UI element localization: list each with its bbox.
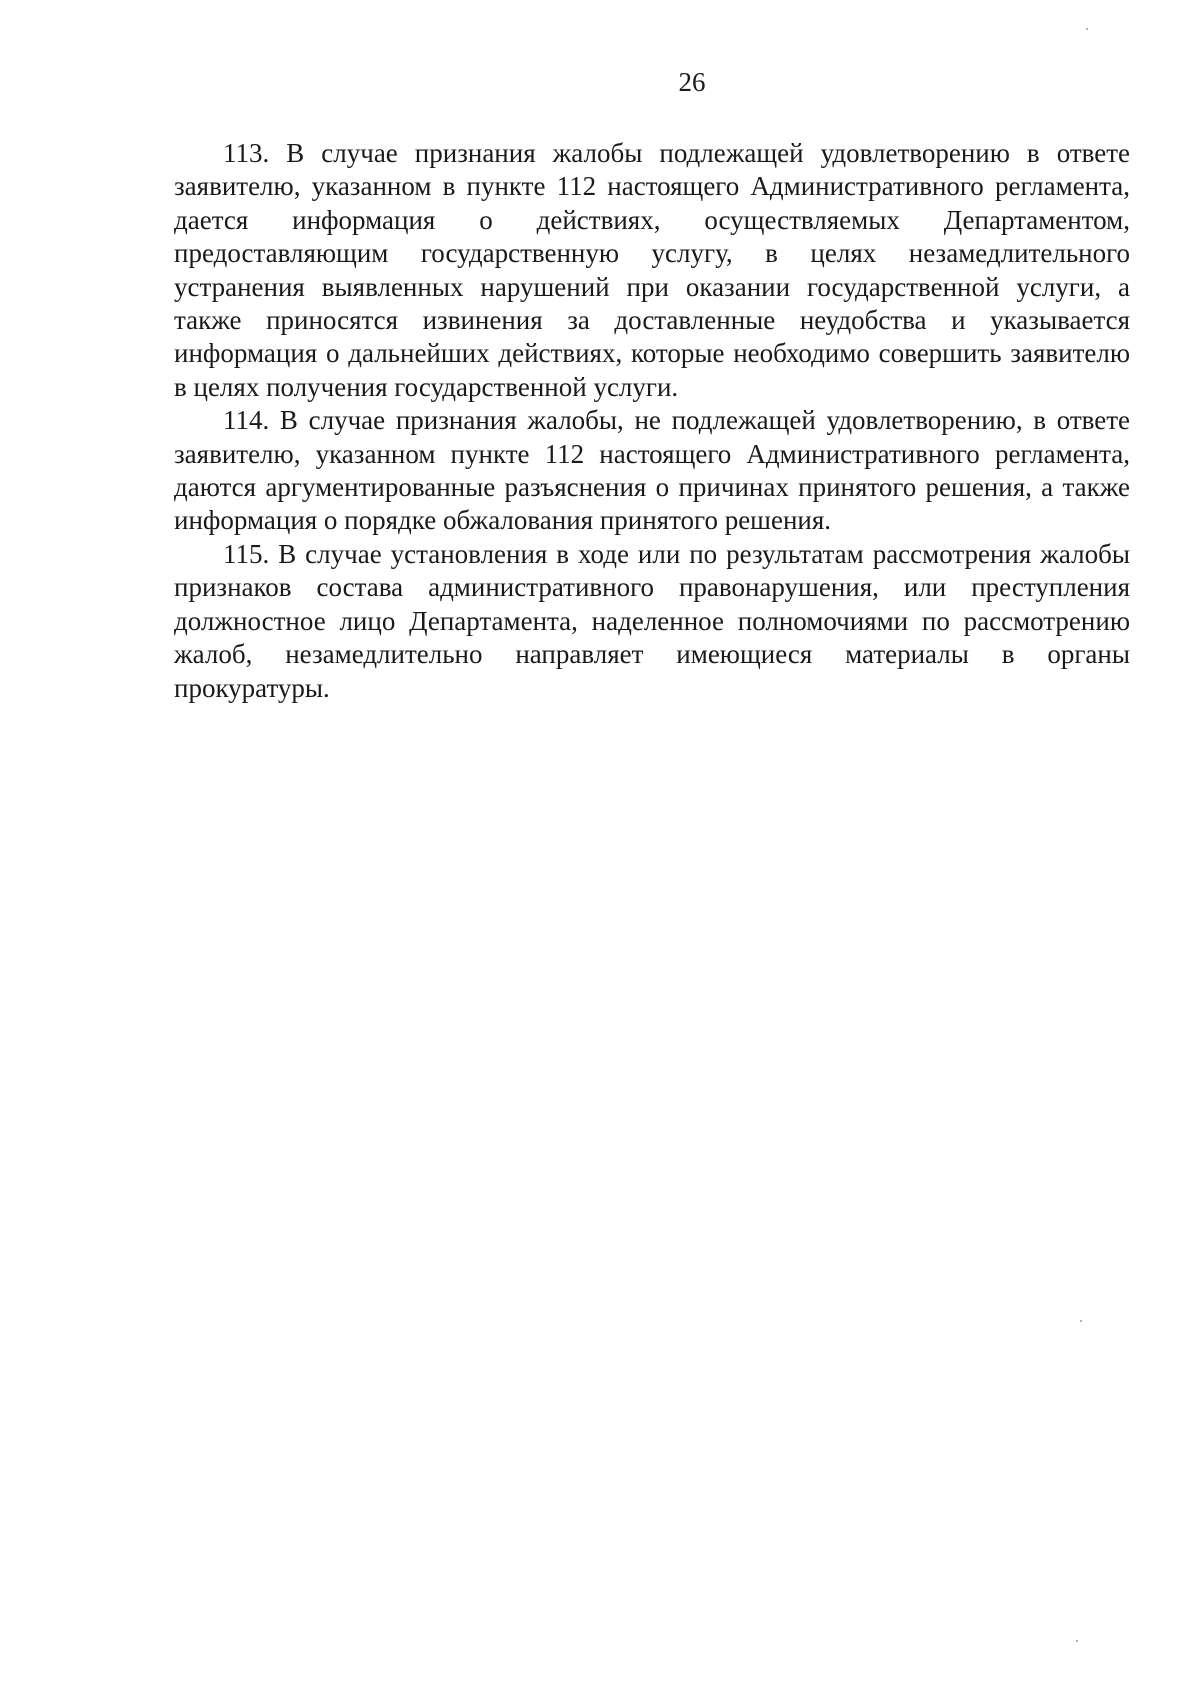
document-body [174,137,1130,705]
scan-speck [1076,1640,1078,1642]
paragraph-113: 113. В случае признания жалобы подлежащей удовлетворению в ответе заявителю, указанном в пункте 112 настоящего Административного регламента, дается информация о действиях, осуществляемых Департаментом, предоставляющим государственную услугу, в целях незамедлительного устранения выявленных нарушений при оказании государственной услуги, а также приносятся извинения за доставленные неудобства и указывается информация о дальнейших действиях, которые необходимо совершить заявителю в целях получения государственной услуги. [174,138,1130,402]
paragraph-114: 114. В случае признания жалобы, не подлежащей удовлетворению, в ответе заявителю, указанном пункте 112 настоящего Административного регламента, даются аргументированные разъяснения о причинах принятого решения, а также информация о порядке обжалования принятого решения. [174,405,1130,536]
paragraph-115: 115. В случае установления в ходе или по результатам рассмотрения жалобы признаков состава административного правонарушения, или преступления должностное лицо Департамента, наделенное полномочиями по рассмотрению жалоб, незамедлительно направляет имеющиеся материалы в органы прокуратуры. [174,538,1130,703]
scan-speck [1080,1320,1082,1322]
scan-speck [1086,28,1088,30]
page-number: 26 [678,67,706,97]
